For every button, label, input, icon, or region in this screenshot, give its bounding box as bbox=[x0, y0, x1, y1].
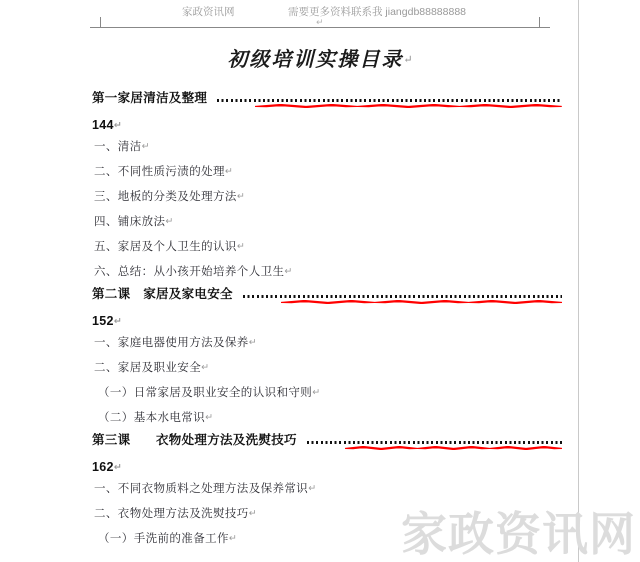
toc-leader bbox=[307, 437, 562, 449]
toc-entry[interactable] bbox=[94, 134, 562, 159]
paragraph-mark-icon: ↵ bbox=[312, 387, 321, 398]
toc-entry[interactable] bbox=[94, 184, 562, 209]
toc-entry-label: 六、总结：从小孩开始培养个人卫生 bbox=[94, 266, 285, 278]
toc-chapter-title: 第二课 家居及家电安全 bbox=[92, 287, 233, 301]
toc-entry[interactable] bbox=[94, 330, 562, 355]
toc-entry[interactable] bbox=[94, 159, 562, 184]
toc-entry[interactable] bbox=[94, 259, 562, 284]
paragraph-mark-icon: ↵ bbox=[224, 166, 233, 177]
paragraph-mark-icon: ↵ bbox=[113, 120, 122, 131]
toc-entry-label: （一）手洗前的准备工作 bbox=[98, 533, 229, 545]
page-header bbox=[0, 4, 640, 26]
toc-body bbox=[92, 88, 562, 551]
paragraph-mark-icon: ↵ bbox=[236, 191, 245, 202]
toc-entry-label: 四、铺床放法 bbox=[94, 216, 166, 228]
toc-chapter bbox=[92, 284, 562, 430]
toc-entry-label: 二、衣物处理方法及洗熨技巧 bbox=[94, 508, 249, 520]
paragraph-mark-icon: ↵ bbox=[201, 362, 210, 373]
toc-chapter-heading-row[interactable] bbox=[92, 88, 562, 113]
toc-entry[interactable] bbox=[94, 209, 562, 234]
toc-leader-dots bbox=[217, 99, 562, 102]
paragraph-mark-icon: ↵ bbox=[113, 462, 122, 473]
watermark: 家政资讯网 bbox=[401, 508, 636, 560]
paragraph-mark-icon: ↵ bbox=[308, 483, 317, 494]
spellcheck-squiggle-underline bbox=[255, 104, 562, 108]
toc-entry-label: 一、清洁 bbox=[94, 141, 142, 153]
margin-mark-top-left-horizontal bbox=[90, 27, 101, 28]
toc-entry-label: 一、不同衣物质料之处理方法及保养常识 bbox=[94, 483, 309, 495]
document-title bbox=[0, 43, 640, 72]
toc-chapter-page-number bbox=[92, 118, 562, 132]
toc-entry-label: （二）基本水电常识 bbox=[98, 412, 206, 424]
toc-entry-label: 五、家居及个人卫生的认识 bbox=[94, 241, 237, 253]
toc-leader bbox=[243, 291, 562, 303]
toc-chapter-page-number-text: 144 bbox=[92, 118, 114, 132]
margin-mark-top-right-horizontal bbox=[539, 27, 550, 28]
page-right-edge-rule bbox=[578, 0, 579, 562]
toc-chapter-heading-row[interactable] bbox=[92, 430, 562, 455]
toc-chapter bbox=[92, 88, 562, 284]
header-pilcrow-icon: ↵ bbox=[316, 17, 324, 27]
paragraph-mark-icon: ↵ bbox=[113, 316, 122, 327]
header-right-text: 需要更多资料联系我 jiangdb88888888 bbox=[288, 6, 466, 18]
document-title-text: 初级培训实操目录 bbox=[227, 49, 404, 71]
paragraph-mark-icon: ↵ bbox=[228, 533, 237, 544]
toc-chapter-page-number-text: 152 bbox=[92, 314, 114, 328]
toc-chapter-heading-row[interactable] bbox=[92, 284, 562, 309]
spellcheck-squiggle-underline bbox=[281, 300, 562, 304]
toc-chapter-page-number-text: 162 bbox=[92, 460, 114, 474]
toc-entry-label: （一）日常家居及职业安全的认识和守则 bbox=[98, 387, 313, 399]
toc-entry-label: 一、家庭电器使用方法及保养 bbox=[94, 337, 249, 349]
header-left-text: 家政资讯网 bbox=[182, 6, 235, 18]
paragraph-mark-icon: ↵ bbox=[165, 216, 174, 227]
paragraph-mark-icon: ↵ bbox=[248, 508, 257, 519]
toc-entry-label: 三、地板的分类及处理方法 bbox=[94, 191, 237, 203]
toc-entry[interactable] bbox=[98, 405, 562, 430]
paragraph-mark-icon: ↵ bbox=[248, 337, 257, 348]
toc-chapter-title: 第三课 衣物处理方法及洗熨技巧 bbox=[92, 433, 297, 447]
paragraph-mark-icon: ↵ bbox=[141, 141, 150, 152]
toc-entry[interactable] bbox=[94, 234, 562, 259]
toc-entry-label: 二、不同性质污渍的处理 bbox=[94, 166, 225, 178]
toc-leader bbox=[217, 95, 562, 107]
toc-entry[interactable] bbox=[94, 355, 562, 380]
top-margin-rule bbox=[100, 27, 540, 28]
toc-leader-dots bbox=[307, 441, 562, 444]
title-pilcrow-icon: ↵ bbox=[403, 54, 413, 66]
paragraph-mark-icon: ↵ bbox=[205, 412, 214, 423]
paragraph-mark-icon: ↵ bbox=[236, 241, 245, 252]
toc-chapter-page-number bbox=[92, 460, 562, 474]
spellcheck-squiggle-underline bbox=[345, 446, 562, 450]
toc-entry[interactable] bbox=[94, 476, 562, 501]
toc-leader-dots bbox=[243, 295, 562, 298]
toc-entry-label: 二、家居及职业安全 bbox=[94, 362, 202, 374]
toc-chapter-page-number bbox=[92, 314, 562, 328]
paragraph-mark-icon: ↵ bbox=[284, 266, 293, 277]
toc-chapter-title: 第一家居清洁及整理 bbox=[92, 91, 208, 105]
toc-entry[interactable] bbox=[98, 380, 562, 405]
